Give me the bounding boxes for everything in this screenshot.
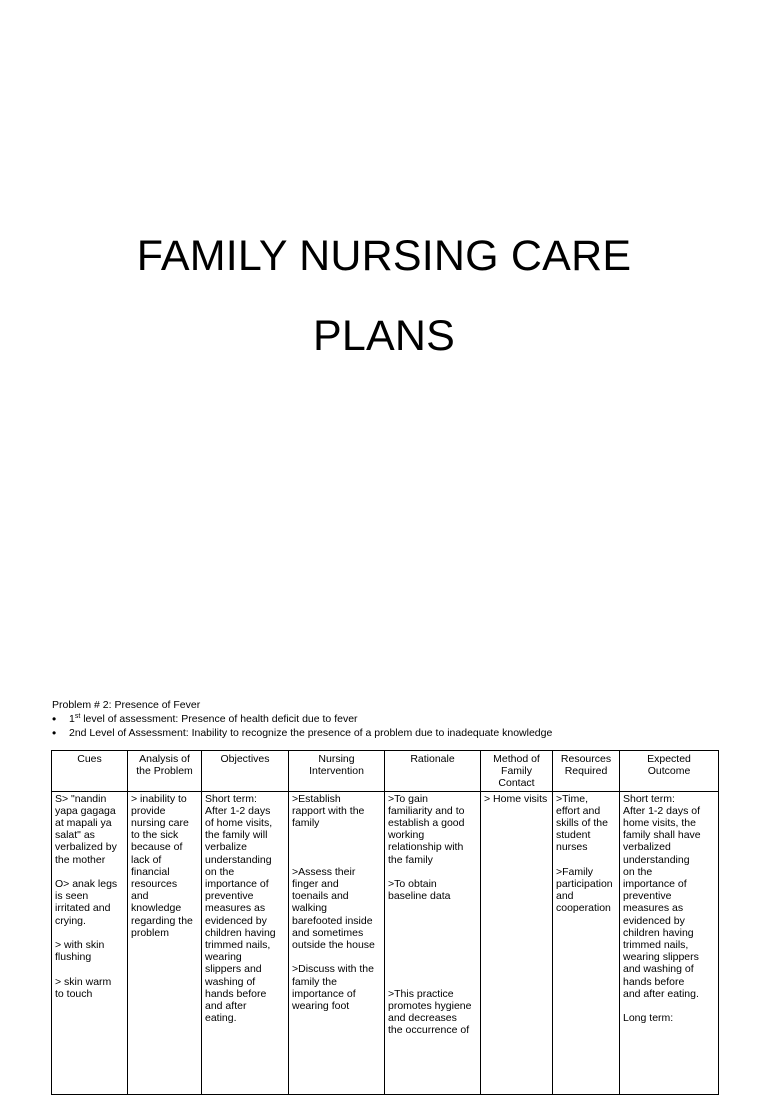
- intervention-rapport: >Establish rapport with the family: [292, 792, 365, 830]
- assessment-item-2: • 2nd Level of Assessment: Inability to recognize the presence of a problem due to inadequate knowledge: [52, 727, 552, 741]
- assessment-item-1: [52, 713, 552, 727]
- assessment-item-1-sup: st: [74, 713, 81, 720]
- rationale-familiarity: >To gain familiarity and to establish a good working relationship with the family: [388, 792, 465, 866]
- header-intervention-text: Nursing Intervention: [309, 753, 364, 778]
- cell-rationale: [385, 791, 481, 1094]
- analysis-text: > inability to provide nursing care to the sick because of lack of financial resources and knowledge regarding the problem: [131, 792, 193, 939]
- header-method: [481, 751, 553, 792]
- header-rationale-text: Rationale: [410, 753, 455, 765]
- document-title-line-1: FAMILY NURSING CARE: [136, 232, 632, 280]
- resource-family: >Family participation and cooperation: [556, 865, 613, 915]
- header-analysis: [128, 751, 202, 792]
- header-method-text: Method of Family Contact: [493, 753, 540, 790]
- header-analysis-text: Analysis of the Problem: [136, 753, 193, 778]
- header-objectives: [202, 751, 289, 792]
- rationale-hygiene: >This practice promotes hygiene and decreases the occurrence of: [388, 987, 472, 1037]
- table-header-row: [52, 751, 719, 792]
- cell-analysis: [128, 791, 202, 1094]
- cell-cues: [52, 791, 128, 1094]
- header-outcome: [620, 751, 719, 792]
- header-resources-text: Resources Required: [560, 753, 612, 778]
- header-objectives-text: Objectives: [220, 753, 270, 765]
- header-cues: [52, 751, 128, 792]
- objective-short-term: Short term: After 1-2 days of home visits, the family will verbalize understanding on the importance of preventive measures as evidenced by children having trimmed nails, wearing slippers and washing of hands before and after eating.: [205, 792, 276, 1025]
- intervention-discuss: >Discuss with the family the importance of wearing foot: [292, 963, 374, 1013]
- rationale-baseline: >To obtain baseline data: [388, 878, 451, 903]
- header-intervention: [289, 751, 385, 792]
- cell-method: [481, 791, 553, 1094]
- problem-heading: Problem # 2: Presence of Fever: [52, 699, 201, 711]
- table-row: [52, 791, 719, 1094]
- cue-subjective: S> "nandin yapa gagaga at mapali ya salat" as verbalized by the mother: [55, 792, 117, 866]
- header-rationale: [385, 751, 481, 792]
- cue-objective: O> anak legs is seen irritated and crying.: [55, 878, 118, 927]
- assessment-list: [52, 713, 552, 740]
- cue-skin-flushing: > with skin flushing: [55, 939, 105, 964]
- cell-objectives: [202, 791, 289, 1094]
- outcome-long-term: Long term:: [623, 1012, 674, 1025]
- care-plan-table: [51, 750, 719, 1095]
- header-cues-text: Cues: [77, 753, 102, 765]
- cell-outcome: [620, 791, 719, 1094]
- header-resources: [553, 751, 620, 792]
- assessment-item-1-prefix: 1: [69, 713, 75, 725]
- header-outcome-text: Expected Outcome: [647, 753, 691, 778]
- intervention-assess: >Assess their finger and toenails and walking barefooted inside and sometimes outside the house: [292, 865, 375, 952]
- outcome-short-term: Short term: After 1-2 days of home visits, the family shall have verbalized understanding on the importance of preventive measures as evidenced by children having trimmed nails, wearing slippers and washing of hands before and after eating.: [623, 792, 701, 1000]
- cell-intervention: [289, 791, 385, 1094]
- document-title-line-2: PLANS: [312, 312, 455, 360]
- method-home-visits: > Home visits: [484, 792, 548, 805]
- cue-skin-warm: > skin warm to touch: [55, 975, 112, 1000]
- cell-resources: [553, 791, 620, 1094]
- resource-time: >Time, effort and skills of the student nurses: [556, 792, 608, 854]
- assessment-item-1-text: level of assessment: Presence of health deficit due to fever: [80, 713, 358, 725]
